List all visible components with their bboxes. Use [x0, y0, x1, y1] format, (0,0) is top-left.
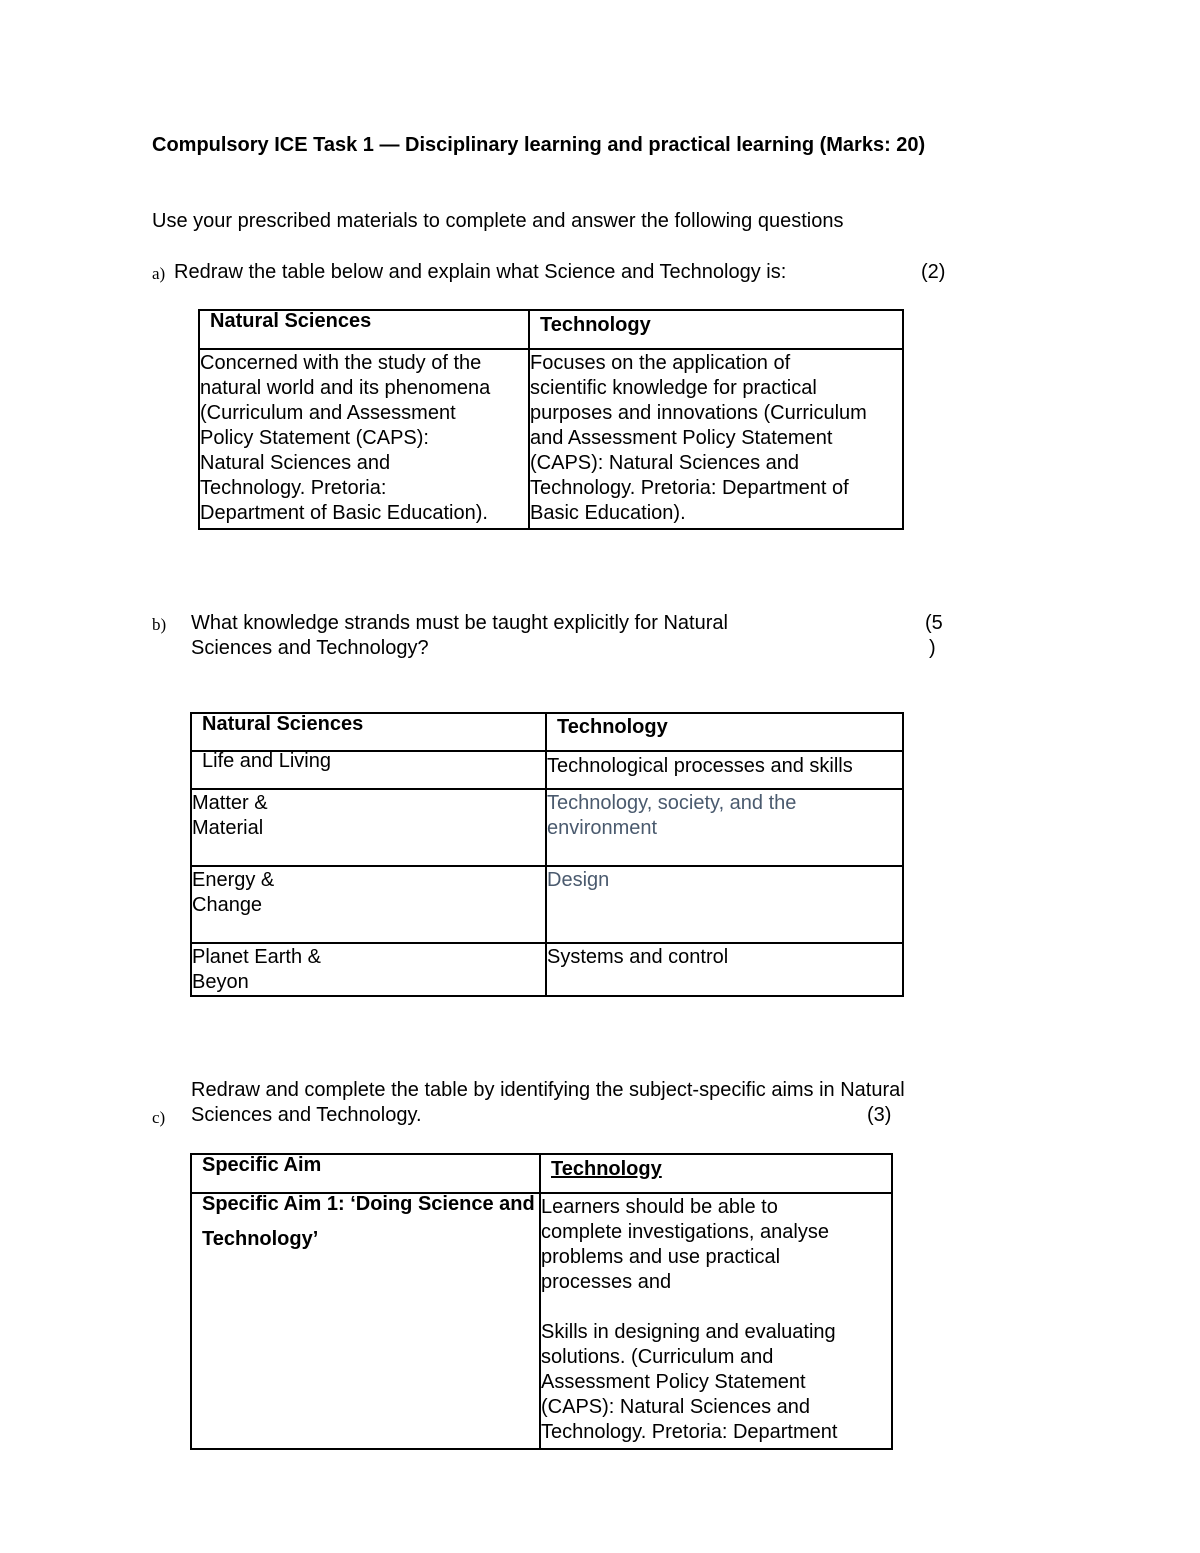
question-a-label: a): [152, 264, 166, 283]
question-b-text-line2: Sciences and Technology?: [191, 637, 429, 659]
table-row: [191, 866, 903, 943]
table-a-technology-cell: Focuses on the application of scientific knowledge for practical purposes and innovations (Curriculum and Assessment Policy Statement (CAPS): Natural Sciences and Technology. Pretoria: Department of Basic Education).: [529, 349, 903, 529]
table-b-strand-ns: Life and Living: [191, 751, 546, 789]
table-row: [191, 751, 903, 789]
question-a-text: Redraw the table below and explain what Science and Technology is:: [174, 261, 787, 283]
specific-aim-1-line2: Technology’: [202, 1228, 319, 1250]
question-b-text-line1: What knowledge strands must be taught explicitly for Natural: [191, 612, 728, 634]
table-c-header-specific-aim: Specific Aim: [191, 1154, 540, 1193]
table-b-header-natural-sciences: Natural Sciences: [191, 713, 546, 751]
question-c-text-line2: Sciences and Technology.: [191, 1104, 422, 1126]
aim-description-para2: Skills in designing and evaluating solutions. (Curriculum and Assessment Policy Statement (CAPS): Natural Sciences and Technology. Pretoria: Department: [541, 1321, 838, 1443]
aim-description-para1: Learners should be able to complete investigations, analyse problems and use practical processes and: [541, 1196, 829, 1293]
specific-aim-1-line1: Specific Aim 1: ‘Doing Science and: [202, 1193, 535, 1215]
table-b-strand-tech: Technology, society, and the environment: [546, 789, 903, 866]
question-b-label: b): [152, 615, 167, 634]
table-row: [191, 789, 903, 866]
table-c-header-technology: Technology: [540, 1154, 892, 1193]
question-c-marks: (3): [867, 1104, 892, 1126]
table-b-strand-tech: Design: [546, 866, 903, 943]
question-b-marks-line2: ): [929, 637, 936, 659]
table-b-strand-ns: Energy & Change: [191, 866, 546, 943]
table-b: [190, 712, 904, 997]
question-a-marks: (2): [921, 261, 946, 283]
table-a: [198, 309, 904, 530]
table-b-strand-tech: Technological processes and skills: [546, 751, 903, 789]
table-a-header-natural-sciences: Natural Sciences: [199, 310, 529, 349]
question-c-text-line1: Redraw and complete the table by identifying the subject-specific aims in Natural: [191, 1079, 905, 1101]
table-a-header-technology: Technology: [529, 310, 903, 349]
page-title: Compulsory ICE Task 1 — Disciplinary learning and practical learning (Marks: 20): [152, 134, 926, 156]
table-row: [191, 943, 903, 996]
question-c-label: c): [152, 1108, 166, 1127]
table-b-strand-ns: Matter & Material: [191, 789, 546, 866]
question-b-marks-line1: (5: [925, 612, 943, 634]
table-c-technology-cell: [540, 1193, 892, 1449]
table-b-header-technology: Technology: [546, 713, 903, 751]
table-c-aim-cell: [191, 1193, 540, 1449]
intro-text: Use your prescribed materials to complete and answer the following questions: [152, 210, 844, 232]
table-a-natural-sciences-cell: Concerned with the study of the natural world and its phenomena (Curriculum and Assessment Policy Statement (CAPS): Natural Sciences and Technology. Pretoria: Department of Basic Education).: [199, 349, 529, 529]
table-b-strand-tech: Systems and control: [546, 943, 903, 996]
table-b-strand-ns: Planet Earth & Beyon: [191, 943, 546, 996]
table-c: [190, 1153, 893, 1450]
